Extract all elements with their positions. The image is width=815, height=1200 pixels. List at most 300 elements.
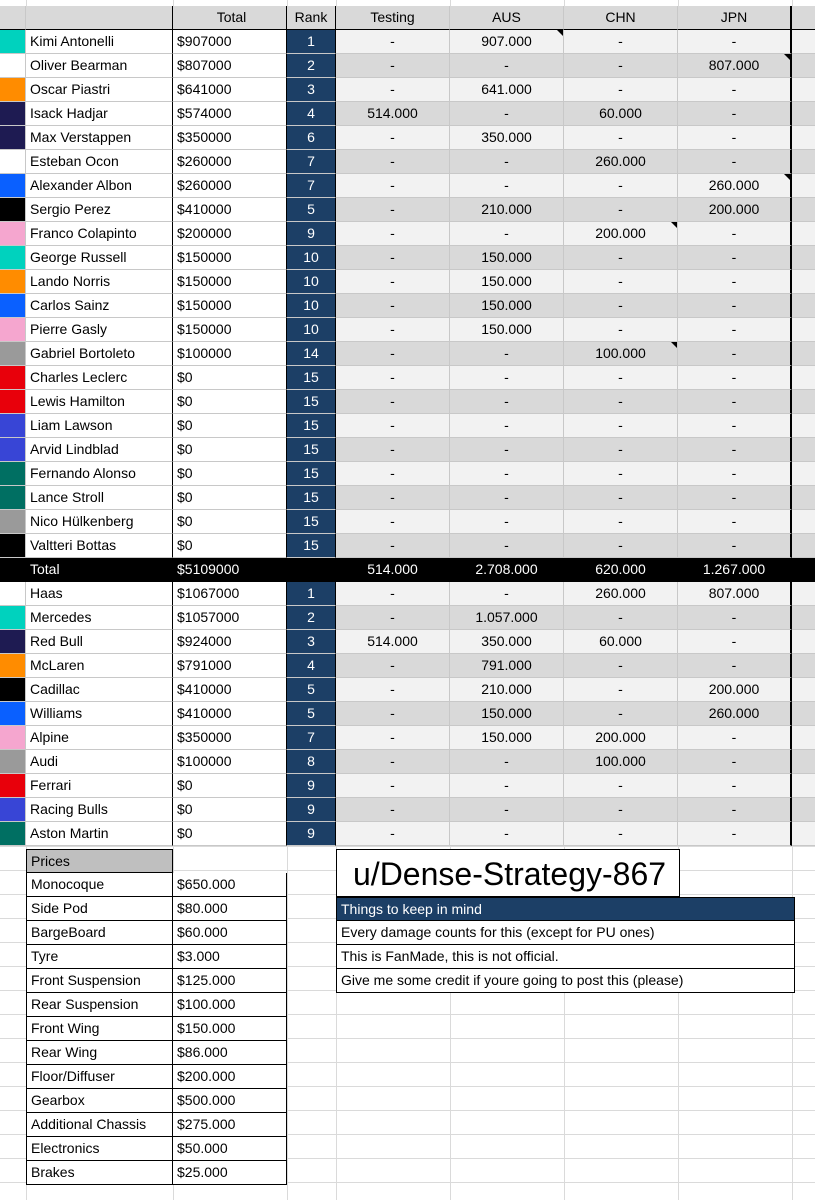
driver-rank: 15 <box>287 390 336 414</box>
driver-total: $100000 <box>173 342 287 366</box>
team-total: $791000 <box>173 654 287 678</box>
driver-chn: - <box>564 438 678 462</box>
driver-jpn: - <box>678 414 792 438</box>
driver-chn: - <box>564 462 678 486</box>
driver-rank: 15 <box>287 510 336 534</box>
driver-rank: 15 <box>287 534 336 558</box>
driver-aus: - <box>450 486 564 510</box>
driver-color-swatch <box>0 222 26 246</box>
driver-row <box>0 318 815 342</box>
team-testing: - <box>336 606 450 630</box>
price-part: Front Suspension <box>26 969 173 993</box>
driver-jpn: 260.000 <box>678 174 792 198</box>
driver-rank: 2 <box>287 54 336 78</box>
team-chn: 260.000 <box>564 582 678 606</box>
driver-jpn: - <box>678 510 792 534</box>
driver-extra <box>792 126 815 150</box>
driver-jpn: - <box>678 78 792 102</box>
driver-total: $260000 <box>173 150 287 174</box>
driver-rank: 10 <box>287 270 336 294</box>
driver-rank: 1 <box>287 30 336 54</box>
team-name: McLaren <box>26 654 173 678</box>
driver-name: Gabriel Bortoleto <box>26 342 173 366</box>
total-extra <box>792 558 815 582</box>
team-testing: - <box>336 702 450 726</box>
team-rank: 9 <box>287 798 336 822</box>
driver-name: Sergio Perez <box>26 198 173 222</box>
team-extra <box>792 654 815 678</box>
team-row <box>0 822 815 846</box>
driver-aus: 907.000 <box>450 30 564 54</box>
team-chn: - <box>564 774 678 798</box>
team-rank: 9 <box>287 822 336 846</box>
driver-row <box>0 54 815 78</box>
driver-testing: - <box>336 222 450 246</box>
team-extra <box>792 750 815 774</box>
prices-title: Prices <box>26 849 173 873</box>
team-total: $0 <box>173 798 287 822</box>
team-extra <box>792 678 815 702</box>
driver-rank: 10 <box>287 318 336 342</box>
driver-rank: 15 <box>287 486 336 510</box>
price-value: $80.000 <box>173 897 287 921</box>
team-row <box>0 654 815 678</box>
price-part: Side Pod <box>26 897 173 921</box>
driver-chn: 200.000 <box>564 222 678 246</box>
driver-total: $260000 <box>173 174 287 198</box>
driver-testing: 514.000 <box>336 102 450 126</box>
team-name: Aston Martin <box>26 822 173 846</box>
price-value: $500.000 <box>173 1089 287 1113</box>
price-value: $3.000 <box>173 945 287 969</box>
driver-color-swatch <box>0 294 26 318</box>
driver-row <box>0 222 815 246</box>
driver-name: Arvid Lindblad <box>26 438 173 462</box>
driver-extra <box>792 246 815 270</box>
driver-name: George Russell <box>26 246 173 270</box>
driver-testing: - <box>336 54 450 78</box>
driver-name: Franco Colapinto <box>26 222 173 246</box>
team-row <box>0 798 815 822</box>
driver-color-swatch <box>0 126 26 150</box>
team-testing: - <box>336 774 450 798</box>
driver-row <box>0 390 815 414</box>
total-testing: 514.000 <box>336 558 450 582</box>
driver-name: Nico Hülkenberg <box>26 510 173 534</box>
team-total: $924000 <box>173 630 287 654</box>
team-aus: 791.000 <box>450 654 564 678</box>
driver-row <box>0 150 815 174</box>
team-total: $0 <box>173 774 287 798</box>
driver-extra <box>792 438 815 462</box>
driver-total: $574000 <box>173 102 287 126</box>
driver-rank: 7 <box>287 174 336 198</box>
prices-header <box>26 849 287 873</box>
driver-extra <box>792 222 815 246</box>
driver-testing: - <box>336 486 450 510</box>
driver-color-swatch <box>0 318 26 342</box>
total-aus: 2.708.000 <box>450 558 564 582</box>
team-color-swatch <box>0 726 26 750</box>
driver-name: Max Verstappen <box>26 126 173 150</box>
driver-jpn: - <box>678 246 792 270</box>
team-jpn: - <box>678 798 792 822</box>
driver-chn: - <box>564 54 678 78</box>
team-color-swatch <box>0 774 26 798</box>
driver-testing: - <box>336 150 450 174</box>
price-row <box>26 897 287 921</box>
team-name: Audi <box>26 750 173 774</box>
driver-rank: 9 <box>287 222 336 246</box>
team-aus: - <box>450 750 564 774</box>
driver-color-swatch <box>0 198 26 222</box>
driver-total: $0 <box>173 510 287 534</box>
driver-total: $0 <box>173 414 287 438</box>
driver-jpn: - <box>678 30 792 54</box>
team-name: Cadillac <box>26 678 173 702</box>
driver-row <box>0 30 815 54</box>
team-color-swatch <box>0 702 26 726</box>
driver-chn: - <box>564 30 678 54</box>
team-total: $410000 <box>173 678 287 702</box>
driver-aus: - <box>450 462 564 486</box>
price-row <box>26 1041 287 1065</box>
price-value: $125.000 <box>173 969 287 993</box>
price-part: Gearbox <box>26 1089 173 1113</box>
team-row <box>0 726 815 750</box>
driver-row <box>0 126 815 150</box>
team-extra <box>792 582 815 606</box>
driver-aus: - <box>450 54 564 78</box>
note-item: This is FanMade, this is not official. <box>336 945 795 969</box>
driver-total: $200000 <box>173 222 287 246</box>
driver-aus: - <box>450 174 564 198</box>
team-name: Ferrari <box>26 774 173 798</box>
note-item: Every damage counts for this (except for PU ones) <box>336 921 795 945</box>
driver-total: $410000 <box>173 198 287 222</box>
team-rank: 9 <box>287 774 336 798</box>
total-label: Total <box>26 558 173 582</box>
header-row <box>0 6 815 30</box>
driver-total: $150000 <box>173 246 287 270</box>
notes-box <box>336 897 795 993</box>
driver-total: $0 <box>173 486 287 510</box>
driver-chn: - <box>564 294 678 318</box>
price-value: $25.000 <box>173 1161 287 1185</box>
header-rank: Rank <box>287 6 336 30</box>
driver-aus: - <box>450 414 564 438</box>
driver-jpn: - <box>678 486 792 510</box>
driver-jpn: 200.000 <box>678 198 792 222</box>
driver-extra <box>792 342 815 366</box>
price-value: $200.000 <box>173 1065 287 1089</box>
driver-extra <box>792 414 815 438</box>
driver-name: Lance Stroll <box>26 486 173 510</box>
driver-color-swatch <box>0 438 26 462</box>
driver-row <box>0 414 815 438</box>
driver-total: $641000 <box>173 78 287 102</box>
team-testing: - <box>336 750 450 774</box>
team-color-swatch <box>0 822 26 846</box>
team-aus: 350.000 <box>450 630 564 654</box>
price-row <box>26 873 287 897</box>
driver-chn: - <box>564 510 678 534</box>
driver-color-swatch <box>0 78 26 102</box>
price-value: $86.000 <box>173 1041 287 1065</box>
price-part: Rear Suspension <box>26 993 173 1017</box>
driver-aus: - <box>450 222 564 246</box>
driver-total: $0 <box>173 534 287 558</box>
driver-name: Carlos Sainz <box>26 294 173 318</box>
driver-jpn: 807.000 <box>678 54 792 78</box>
team-name: Red Bull <box>26 630 173 654</box>
driver-name: Fernando Alonso <box>26 462 173 486</box>
driver-chn: - <box>564 318 678 342</box>
team-jpn: - <box>678 654 792 678</box>
driver-total: $150000 <box>173 270 287 294</box>
driver-jpn: - <box>678 534 792 558</box>
driver-total: $0 <box>173 462 287 486</box>
team-chn: 60.000 <box>564 630 678 654</box>
driver-rank: 15 <box>287 438 336 462</box>
price-part: BargeBoard <box>26 921 173 945</box>
driver-extra <box>792 30 815 54</box>
driver-aus: - <box>450 342 564 366</box>
driver-total: $350000 <box>173 126 287 150</box>
price-row <box>26 1113 287 1137</box>
driver-aus: 150.000 <box>450 294 564 318</box>
price-row <box>26 993 287 1017</box>
driver-color-swatch <box>0 462 26 486</box>
team-color-swatch <box>0 750 26 774</box>
notes-title: Things to keep in mind <box>336 897 795 921</box>
team-row <box>0 702 815 726</box>
driver-aus: - <box>450 390 564 414</box>
price-part: Additional Chassis <box>26 1113 173 1137</box>
driver-aus: 150.000 <box>450 318 564 342</box>
team-color-swatch <box>0 798 26 822</box>
driver-name: Kimi Antonelli <box>26 30 173 54</box>
team-extra <box>792 774 815 798</box>
driver-extra <box>792 102 815 126</box>
driver-row <box>0 174 815 198</box>
driver-rank: 15 <box>287 366 336 390</box>
driver-row <box>0 342 815 366</box>
total-chn: 620.000 <box>564 558 678 582</box>
team-aus: - <box>450 774 564 798</box>
team-testing: - <box>336 726 450 750</box>
price-row <box>26 1137 287 1161</box>
team-testing: - <box>336 678 450 702</box>
driver-chn: - <box>564 366 678 390</box>
driver-color-swatch <box>0 390 26 414</box>
driver-aus: - <box>450 102 564 126</box>
driver-name: Liam Lawson <box>26 414 173 438</box>
driver-chn: 260.000 <box>564 150 678 174</box>
team-rank: 3 <box>287 630 336 654</box>
driver-color-swatch <box>0 486 26 510</box>
driver-jpn: - <box>678 270 792 294</box>
team-rank: 7 <box>287 726 336 750</box>
team-color-swatch <box>0 678 26 702</box>
driver-extra <box>792 198 815 222</box>
driver-testing: - <box>336 342 450 366</box>
driver-testing: - <box>336 414 450 438</box>
driver-rank: 4 <box>287 102 336 126</box>
driver-testing: - <box>336 294 450 318</box>
driver-name: Alexander Albon <box>26 174 173 198</box>
driver-aus: 210.000 <box>450 198 564 222</box>
driver-row <box>0 510 815 534</box>
driver-name: Isack Hadjar <box>26 102 173 126</box>
team-jpn: - <box>678 774 792 798</box>
team-aus: 150.000 <box>450 726 564 750</box>
team-jpn: - <box>678 606 792 630</box>
driver-extra <box>792 510 815 534</box>
driver-rank: 3 <box>287 78 336 102</box>
driver-row <box>0 438 815 462</box>
team-rank: 1 <box>287 582 336 606</box>
team-color-swatch <box>0 582 26 606</box>
team-chn: 200.000 <box>564 726 678 750</box>
driver-name: Lando Norris <box>26 270 173 294</box>
header-jpn: JPN <box>678 6 792 30</box>
team-total: $1067000 <box>173 582 287 606</box>
team-row <box>0 678 815 702</box>
driver-chn: - <box>564 270 678 294</box>
driver-extra <box>792 366 815 390</box>
driver-name: Valtteri Bottas <box>26 534 173 558</box>
price-part: Monocoque <box>26 873 173 897</box>
driver-extra <box>792 390 815 414</box>
team-color-swatch <box>0 606 26 630</box>
team-chn: - <box>564 822 678 846</box>
header-chn: CHN <box>564 6 678 30</box>
team-chn: - <box>564 654 678 678</box>
header-testing: Testing <box>336 6 450 30</box>
price-row <box>26 1161 287 1185</box>
driver-rank: 15 <box>287 414 336 438</box>
driver-chn: 60.000 <box>564 102 678 126</box>
team-aus: - <box>450 822 564 846</box>
driver-extra <box>792 294 815 318</box>
price-value: $60.000 <box>173 921 287 945</box>
team-testing: 514.000 <box>336 630 450 654</box>
driver-testing: - <box>336 510 450 534</box>
header-aus: AUS <box>450 6 564 30</box>
driver-extra <box>792 78 815 102</box>
driver-aus: - <box>450 438 564 462</box>
team-testing: - <box>336 798 450 822</box>
total-color-cell <box>0 558 26 582</box>
team-jpn: - <box>678 630 792 654</box>
team-aus: 150.000 <box>450 702 564 726</box>
team-jpn: - <box>678 726 792 750</box>
team-jpn: - <box>678 822 792 846</box>
driver-color-swatch <box>0 174 26 198</box>
driver-aus: 150.000 <box>450 246 564 270</box>
total-rank <box>287 558 336 582</box>
driver-testing: - <box>336 438 450 462</box>
price-part: Floor/Diffuser <box>26 1065 173 1089</box>
driver-aus: - <box>450 150 564 174</box>
driver-aus: - <box>450 510 564 534</box>
driver-extra <box>792 462 815 486</box>
driver-testing: - <box>336 198 450 222</box>
header-name-cell <box>26 6 173 30</box>
driver-row <box>0 198 815 222</box>
price-part: Tyre <box>26 945 173 969</box>
team-chn: 100.000 <box>564 750 678 774</box>
team-name: Alpine <box>26 726 173 750</box>
driver-extra <box>792 534 815 558</box>
driver-testing: - <box>336 390 450 414</box>
driver-row <box>0 534 815 558</box>
team-rank: 2 <box>287 606 336 630</box>
driver-row <box>0 462 815 486</box>
team-jpn: 200.000 <box>678 678 792 702</box>
prices-table <box>26 849 287 1185</box>
team-jpn: - <box>678 750 792 774</box>
price-row <box>26 1017 287 1041</box>
price-part: Rear Wing <box>26 1041 173 1065</box>
driver-aus: 350.000 <box>450 126 564 150</box>
driver-color-swatch <box>0 342 26 366</box>
driver-chn: - <box>564 486 678 510</box>
driver-testing: - <box>336 366 450 390</box>
header-extra <box>792 6 815 30</box>
team-extra <box>792 798 815 822</box>
driver-extra <box>792 174 815 198</box>
driver-chn: - <box>564 246 678 270</box>
driver-row <box>0 246 815 270</box>
team-testing: - <box>336 654 450 678</box>
team-name: Racing Bulls <box>26 798 173 822</box>
header-total: Total <box>173 6 287 30</box>
team-chn: - <box>564 678 678 702</box>
credit-handle: u/Dense-Strategy-867 <box>336 849 680 897</box>
driver-color-swatch <box>0 30 26 54</box>
price-row <box>26 945 287 969</box>
driver-extra <box>792 318 815 342</box>
team-aus: - <box>450 798 564 822</box>
team-rank: 8 <box>287 750 336 774</box>
driver-jpn: - <box>678 342 792 366</box>
driver-jpn: - <box>678 102 792 126</box>
total-row <box>0 558 815 582</box>
team-extra <box>792 606 815 630</box>
price-value: $275.000 <box>173 1113 287 1137</box>
driver-rank: 6 <box>287 126 336 150</box>
team-name: Mercedes <box>26 606 173 630</box>
driver-testing: - <box>336 30 450 54</box>
driver-name: Oliver Bearman <box>26 54 173 78</box>
driver-chn: - <box>564 78 678 102</box>
driver-color-swatch <box>0 102 26 126</box>
driver-row <box>0 270 815 294</box>
driver-rank: 15 <box>287 462 336 486</box>
driver-row <box>0 102 815 126</box>
team-row <box>0 630 815 654</box>
driver-color-swatch <box>0 270 26 294</box>
driver-rank: 10 <box>287 246 336 270</box>
price-value: $100.000 <box>173 993 287 1017</box>
driver-total: $0 <box>173 390 287 414</box>
driver-row <box>0 78 815 102</box>
driver-color-swatch <box>0 54 26 78</box>
driver-aus: 641.000 <box>450 78 564 102</box>
team-total: $1057000 <box>173 606 287 630</box>
